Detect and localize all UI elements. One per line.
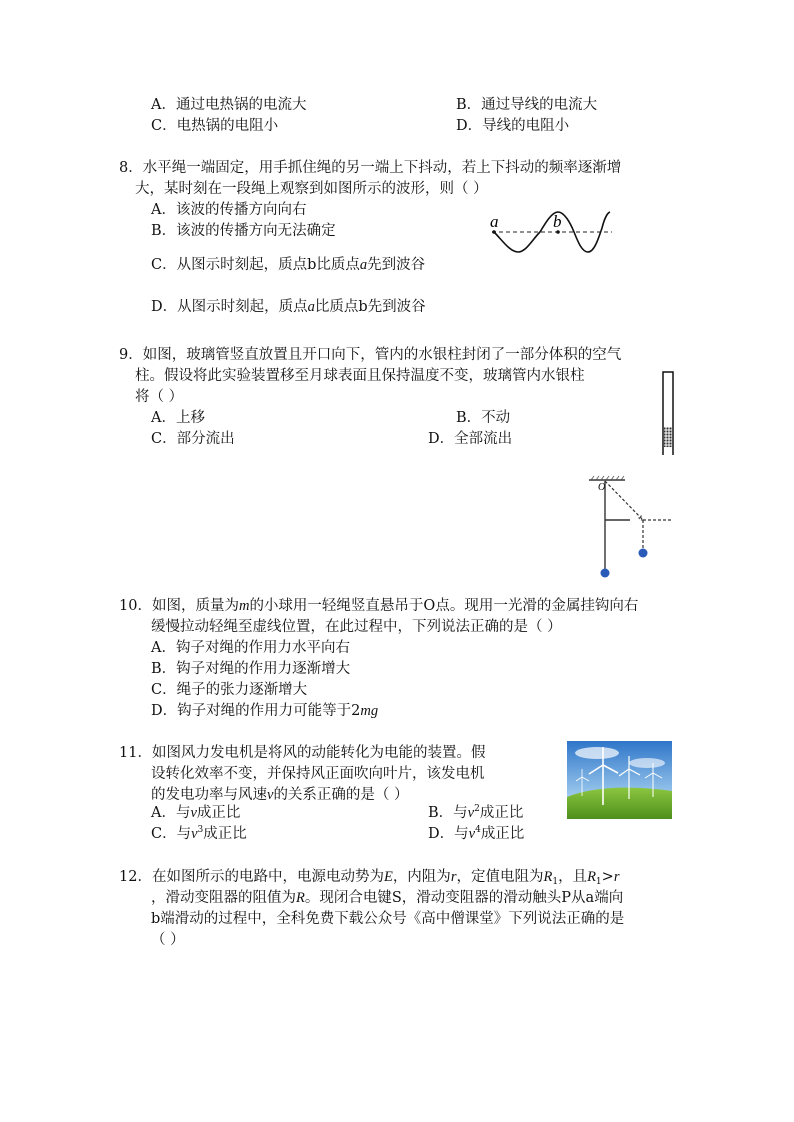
option-text: 成正比 — [479, 805, 524, 821]
option-text: 该波的传播方向向右 — [175, 202, 307, 218]
option-key: A． — [151, 640, 176, 656]
stem-text: 。现闭合电键S，滑动变阻器的滑动触头P从a端向 — [304, 890, 624, 906]
option-text: 比质点b先到波谷 — [314, 299, 426, 315]
option-text: 该波的传播方向无法确定 — [176, 223, 336, 239]
point-a-symbol: a — [359, 257, 368, 273]
q11-option-c — [151, 824, 247, 845]
greater-than: > — [601, 869, 614, 885]
velocity-symbol: v — [467, 805, 475, 821]
q10-option-c — [151, 680, 307, 701]
q10-option-a — [151, 638, 350, 659]
rope-dashed-slanted — [605, 481, 643, 520]
stem-text: 12．在如图所示的电路中，电源电动势为 — [119, 869, 384, 885]
option-text: 与 — [454, 826, 469, 842]
option-key: D． — [428, 431, 455, 447]
q12-stem-line1 — [119, 867, 619, 888]
exponent: 4 — [475, 825, 481, 835]
resistor-symbol: R — [587, 869, 596, 885]
mg-symbol: mg — [360, 703, 379, 719]
q10-hook-figure — [585, 476, 675, 581]
option-key: B． — [456, 410, 482, 426]
option-key: B． — [456, 97, 482, 113]
option-key: C． — [151, 257, 177, 273]
stem-text: 10．如图，质量为 — [119, 598, 239, 614]
q11-option-d — [428, 824, 524, 845]
option-text: 成正比 — [196, 805, 241, 821]
label-a: a — [490, 212, 499, 231]
option-text: 部分流出 — [176, 431, 235, 447]
q9-glass-tube-figure — [660, 370, 676, 456]
option-text: 钩子对绳的作用力逐渐增大 — [176, 661, 351, 677]
option-text: 钩子对绳的作用力水平向右 — [175, 640, 350, 656]
stem-text: ，定值电阻为 — [456, 869, 544, 885]
option-key: B． — [428, 805, 454, 821]
q8-option-d — [151, 297, 426, 318]
option-text: 上移 — [175, 410, 205, 426]
label-b: b — [553, 212, 562, 231]
option-text: 从图示时刻起，质点 — [177, 299, 308, 315]
q9-stem-line3: 将（ ） — [135, 389, 184, 405]
mercury-column — [664, 427, 672, 447]
q9-option-d — [428, 429, 512, 450]
option-key: D． — [151, 703, 178, 719]
q9-option-a — [151, 408, 205, 429]
option-text: 成正比 — [480, 826, 525, 842]
option-text: 绳子的张力逐渐增大 — [176, 682, 308, 698]
q7-option-c — [151, 116, 278, 137]
option-text: 不动 — [481, 410, 511, 426]
option-key: C． — [151, 431, 177, 447]
q11-option-b — [428, 803, 523, 824]
q7-option-a — [151, 95, 306, 116]
velocity-symbol: v — [468, 826, 476, 842]
q10-option-d — [151, 701, 378, 722]
option-text: 通过电热锅的电流大 — [175, 97, 307, 113]
option-text: 与 — [175, 805, 191, 821]
q11-wind-turbine-photo — [567, 741, 672, 819]
internal-resistance-symbol: r — [450, 869, 457, 885]
option-key: B． — [151, 661, 177, 677]
q9-stem-line2: 柱。假设将此实验装置移至月球表面且保持温度不变，玻璃管内水银柱 — [135, 368, 585, 384]
q11-option-a — [151, 803, 240, 824]
option-key: D． — [151, 299, 178, 315]
q9-stem-line1: 9．如图，玻璃管竖直放置且开口向下，管内的水银柱封闭了一部分体积的空气 — [119, 347, 622, 363]
option-text: 从图示时刻起，质点b比质点 — [176, 257, 360, 273]
option-text: 通过导线的电流大 — [481, 97, 598, 113]
option-key: A． — [151, 97, 176, 113]
option-key: D． — [456, 118, 483, 134]
q12-stem-line4: （ ） — [151, 932, 185, 948]
q11-stem-line1: 11．如图风力发电机是将风的动能转化为电能的装置。假 — [119, 745, 486, 761]
option-text: 电热锅的电阻小 — [176, 118, 279, 134]
option-key: A． — [151, 202, 176, 218]
option-key: B． — [151, 223, 177, 239]
option-key: D． — [428, 826, 455, 842]
q10-option-b — [151, 659, 350, 680]
q9-option-c — [151, 429, 235, 450]
stem-text: 的小球用一轻绳竖直悬吊于O点。现用一光滑的金属挂钩向右 — [249, 598, 639, 614]
q8-stem-line2: 大，某时刻在一段绳上观察到如图所示的波形，则（ ） — [135, 181, 488, 197]
option-text: 成正比 — [203, 826, 247, 842]
ball-original — [601, 569, 610, 578]
point-o-label: O — [598, 482, 606, 493]
q8-option-b — [151, 221, 336, 242]
q8-option-c — [151, 255, 425, 276]
velocity-symbol: v — [191, 826, 198, 842]
stem-text: 的发电功率与风速 — [151, 787, 267, 803]
q8-stem-line1: 8．水平绳一端固定，用手抓住绳的另一端上下抖动，若上下抖动的频率逐渐增 — [119, 160, 622, 176]
cloud — [629, 758, 665, 768]
option-text: 与 — [176, 826, 192, 842]
option-key: A． — [151, 805, 176, 821]
stem-text: ，内阻为 — [392, 869, 451, 885]
subscript: 1 — [595, 877, 602, 887]
q12-stem-line2 — [151, 888, 623, 909]
mass-symbol: m — [238, 598, 250, 614]
stem-text: ，滑动变阻器的阻值为 — [151, 890, 296, 906]
option-text: 导线的电阻小 — [482, 118, 570, 134]
option-text: 与 — [453, 805, 468, 821]
q8-wave-figure — [488, 208, 614, 258]
resistor-symbol: R — [543, 869, 553, 885]
subscript: 1 — [552, 877, 559, 887]
q9-option-b — [456, 408, 510, 429]
option-key: A． — [151, 410, 176, 426]
velocity-symbol: v — [190, 805, 197, 821]
internal-resistance-symbol: r — [613, 869, 620, 885]
option-text: 钩子对绳的作用力可能等于2 — [177, 703, 361, 719]
q7-option-d — [456, 116, 569, 137]
grass-hill — [567, 788, 672, 819]
rheostat-symbol: R — [296, 890, 305, 906]
option-key: C． — [151, 682, 177, 698]
q10-stem-line2: 缓慢拉动轻绳至虚线位置，在此过程中，下列说法正确的是（ ） — [151, 619, 562, 635]
q10-stem-line1 — [119, 596, 638, 617]
q12-stem-line3: b端滑动的过程中，全科免费下载公众号《高中僧课堂》下列说法正确的是 — [151, 911, 625, 927]
q8-option-a — [151, 200, 306, 221]
option-text: 全部流出 — [454, 431, 513, 447]
cloud — [575, 747, 619, 759]
stem-text: ，且 — [558, 869, 588, 885]
ball-final — [639, 549, 648, 558]
q7-option-b — [456, 95, 597, 116]
option-key: C． — [151, 826, 177, 842]
exponent: 3 — [197, 825, 204, 835]
velocity-symbol: v — [267, 787, 274, 803]
emf-symbol: E — [383, 869, 393, 885]
option-key: C． — [151, 118, 177, 134]
q11-stem-line2: 设转化效率不变，并保持风正面吹向叶片，该发电机 — [151, 766, 485, 782]
option-text: 先到波谷 — [367, 257, 426, 273]
stem-text: 的关系正确的是（ ） — [273, 787, 409, 803]
point-a-symbol: a — [307, 299, 315, 315]
exponent: 2 — [474, 804, 480, 814]
